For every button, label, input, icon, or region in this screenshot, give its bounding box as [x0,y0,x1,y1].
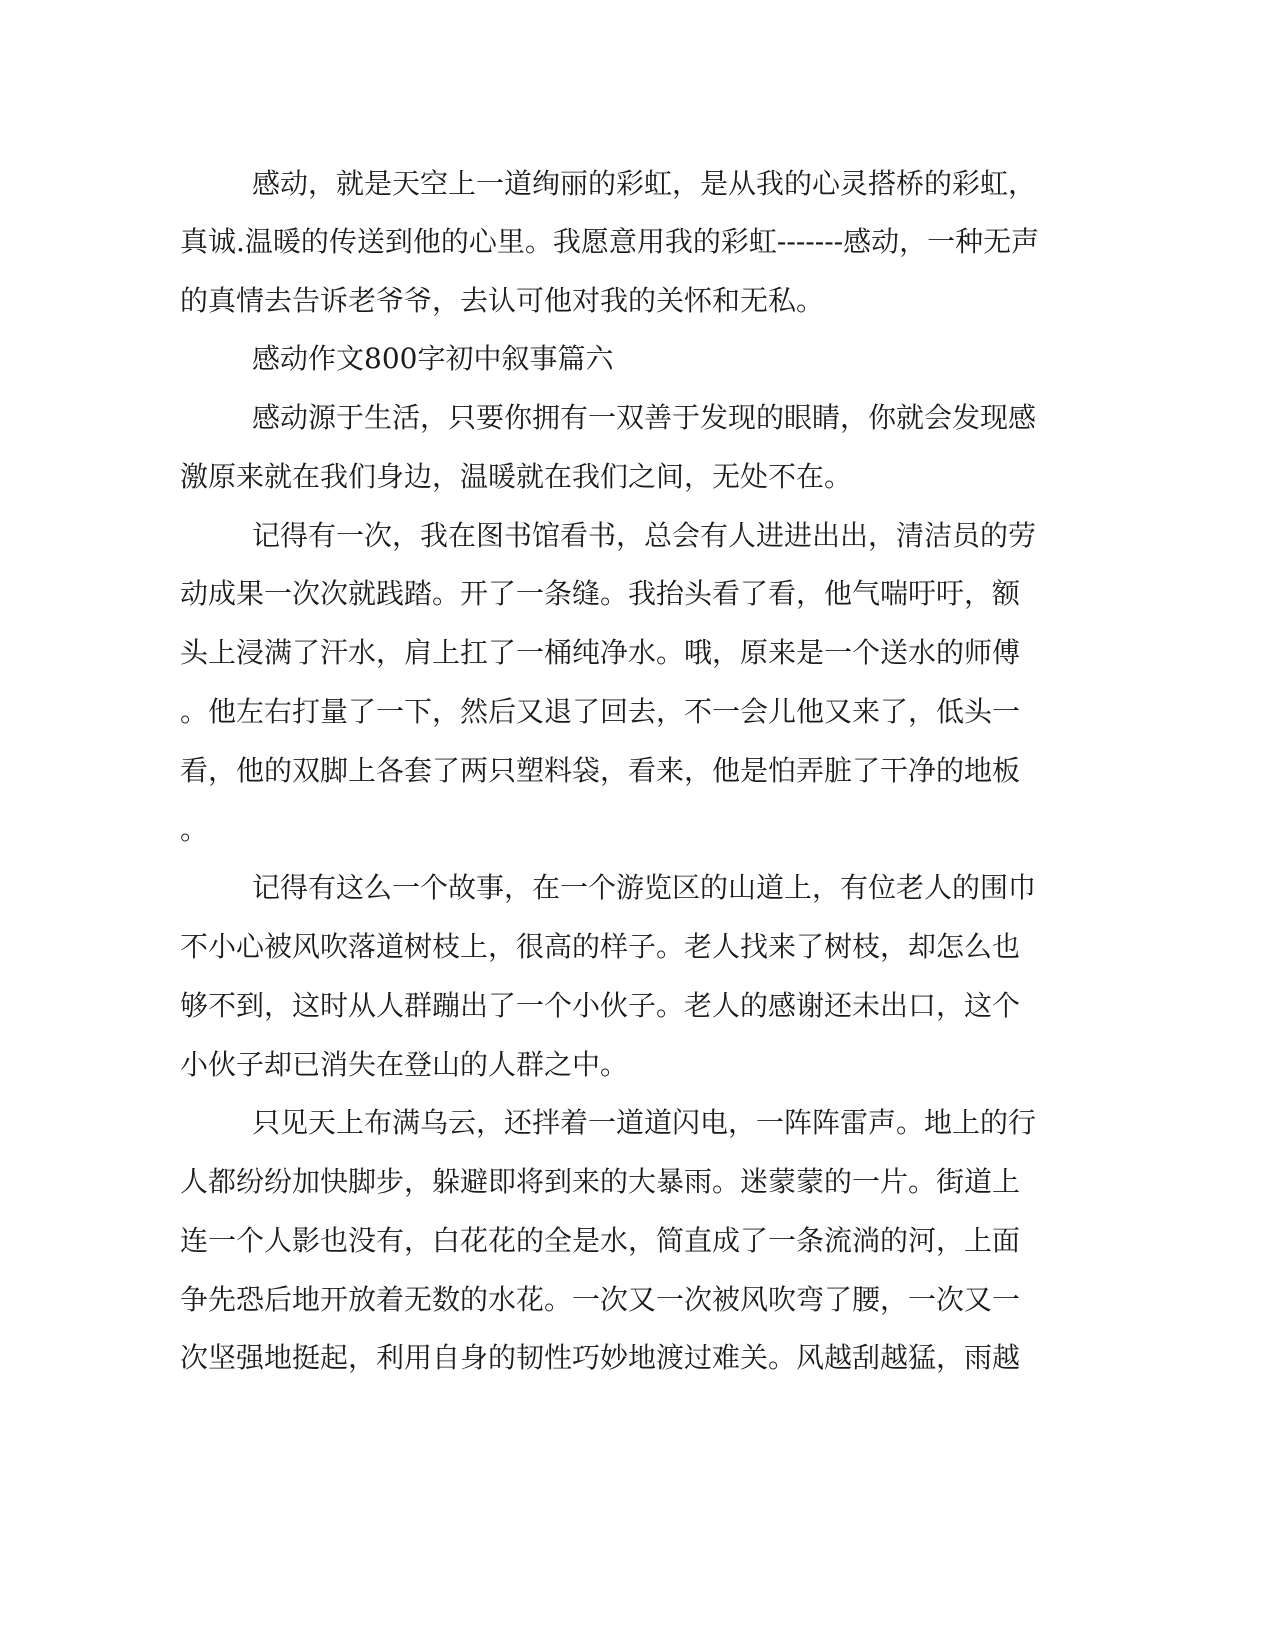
section-heading: 感动作文800字初中叙事篇六 [252,342,614,375]
text-line: 。他左右打量了一下，然后又退了回去，不一会儿他又来了，低头一 [180,695,1021,728]
text-line: 激原来就在我们身边，温暖就在我们之间，无处不在。 [180,460,853,493]
text-line: 真诚.温暖的传送到他的心里。我愿意用我的彩虹-------感动，一种无声 [180,225,1040,258]
text-line: 的真情去告诉老爷爷，去认可他对我的关怀和无私。 [180,284,825,317]
text-line: 看，他的双脚上各套了两只塑料袋，看来，他是怕弄脏了干净的地板 [180,754,1021,787]
text-line: 头上浸满了汗水，肩上扛了一桶纯净水。哦，原来是一个送水的师傅 [180,636,1021,669]
text-line: 感动，就是天空上一道绚丽的彩虹，是从我的心灵搭桥的彩虹， [252,167,1037,200]
text-line: 小伙子却已消失在登山的人群之中。 [180,1048,629,1081]
text-line: 动成果一次次就践踏。开了一条缝。我抬头看了看，他气喘吁吁，额 [180,577,1021,610]
text-line: 记得有这么一个故事，在一个游览区的山道上，有位老人的围巾 [252,871,1037,904]
text-line: 感动源于生活，只要你拥有一双善于发现的眼睛，你就会发现感 [252,401,1037,434]
text-line: 次坚强地挺起，利用自身的韧性巧妙地渡过难关。风越刮越猛，雨越 [180,1341,1021,1374]
text-line: 只见天上布满乌云，还拌着一道道闪电，一阵阵雷声。地上的行 [252,1106,1037,1139]
text-line: 。 [180,813,209,846]
text-line: 记得有一次，我在图书馆看书，总会有人进进出出，清洁员的劳 [252,519,1037,552]
text-line: 连一个人影也没有，白花花的全是水，简直成了一条流淌的河，上面 [180,1224,1021,1257]
text-line: 不小心被风吹落道树枝上，很高的样子。老人找来了树枝，却怎么也 [180,930,1021,963]
text-line: 争先恐后地开放着无数的水花。一次又一次被风吹弯了腰，一次又一 [180,1283,1021,1316]
text-line: 够不到，这时从人群蹦出了一个小伙子。老人的感谢还未出口，这个 [180,989,1021,1022]
text-line: 人都纷纷加快脚步，躲避即将到来的大暴雨。迷蒙蒙的一片。街道上 [180,1165,1021,1198]
